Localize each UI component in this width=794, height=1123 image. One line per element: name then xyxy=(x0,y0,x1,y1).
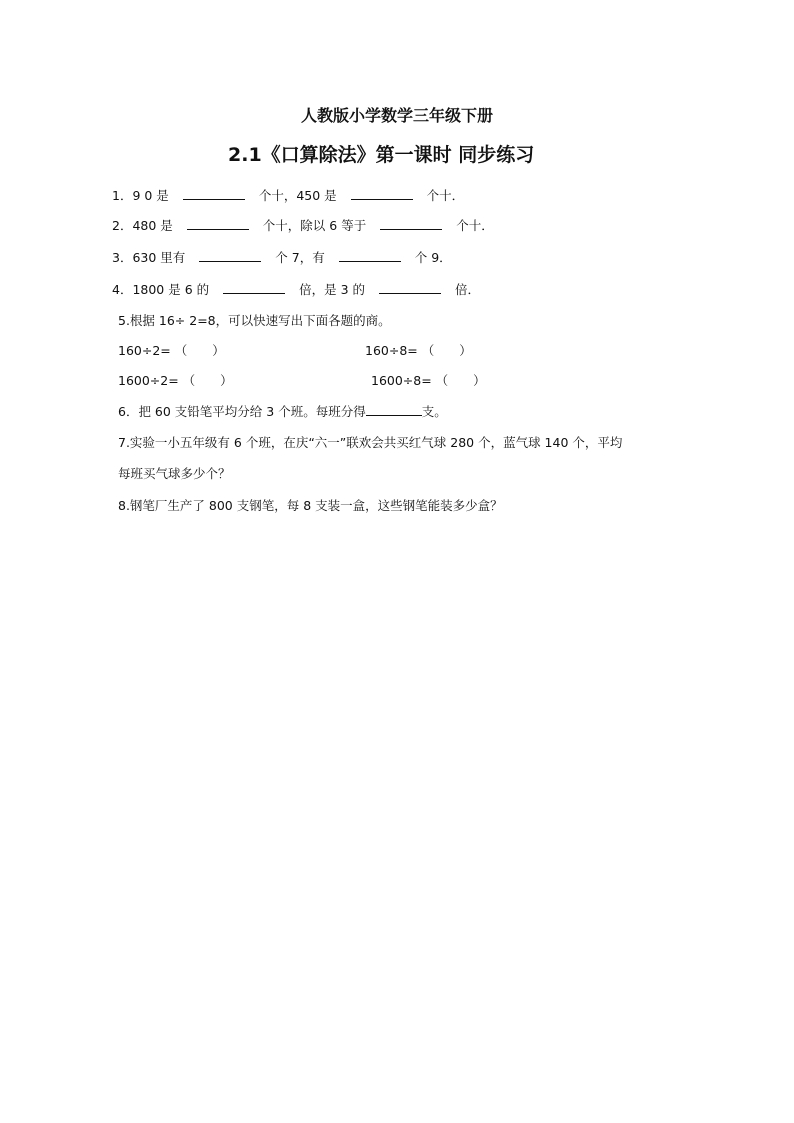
question-7-line1: 7.实验一小五年级有 6 个班，在庆“六一”联欢会共买红气球 280 个，蓝气球 140 个，平均 xyxy=(118,435,623,450)
answer-blank[interactable] xyxy=(183,188,245,200)
answer-blank[interactable] xyxy=(366,404,422,416)
page-title: 人教版小学数学三年级下册 xyxy=(300,106,493,125)
q2-text-c: 个十． xyxy=(456,218,494,233)
answer-blank[interactable] xyxy=(223,282,285,294)
q5-item: 1600÷2= （ ） xyxy=(118,373,233,388)
q2-text-b: 个十，除以 6 等于 xyxy=(262,218,367,233)
q2-text-a: 2．480 是 xyxy=(112,218,173,233)
q5-item: 160÷2= （ ） xyxy=(118,343,225,358)
question-1 xyxy=(112,188,464,204)
q6-text-a: 6．把 60 支铅笔平均分给 3 个班。每班分得 xyxy=(118,404,366,419)
q3-text-a: 3．630 里有 xyxy=(112,250,186,265)
answer-blank[interactable] xyxy=(339,250,401,262)
question-3 xyxy=(112,250,452,266)
q1-text-b: 个十，450 是 xyxy=(258,188,337,203)
q1-text-c: 个十． xyxy=(426,188,465,203)
q3-text-b: 个 7，有 xyxy=(275,250,325,265)
answer-blank[interactable] xyxy=(351,188,413,200)
q4-text-b: 倍，是 3 的 xyxy=(299,282,366,297)
q4-text-c: 倍． xyxy=(455,282,481,297)
question-7-line2: 每班买气球多少个？ xyxy=(118,466,231,481)
q6-text-b: 支。 xyxy=(421,404,447,419)
answer-blank[interactable] xyxy=(187,218,249,230)
question-5: 5.根据 16÷ 2=8，可以快速写出下面各题的商。 xyxy=(118,313,391,328)
question-4 xyxy=(112,282,480,298)
question-6 xyxy=(118,404,447,420)
question-2 xyxy=(112,218,494,234)
answer-blank[interactable] xyxy=(199,250,261,262)
q3-text-c: 个 9． xyxy=(414,250,452,265)
answer-blank[interactable] xyxy=(379,282,441,294)
q5-item: 160÷8= （ ） xyxy=(365,343,472,358)
q4-text-a: 4．1800 是 6 的 xyxy=(112,282,210,297)
q1-text-a: 1．9 0 是 xyxy=(112,188,169,203)
q5-item: 1600÷8= （ ） xyxy=(371,373,486,388)
page-subtitle: 2.1《口算除法》第一课时 同步练习 xyxy=(228,144,535,166)
answer-blank[interactable] xyxy=(380,218,442,230)
question-8: 8.钢笔厂生产了 800 支钢笔，每 8 支装一盒，这些钢笔能装多少盒？ xyxy=(118,498,503,513)
